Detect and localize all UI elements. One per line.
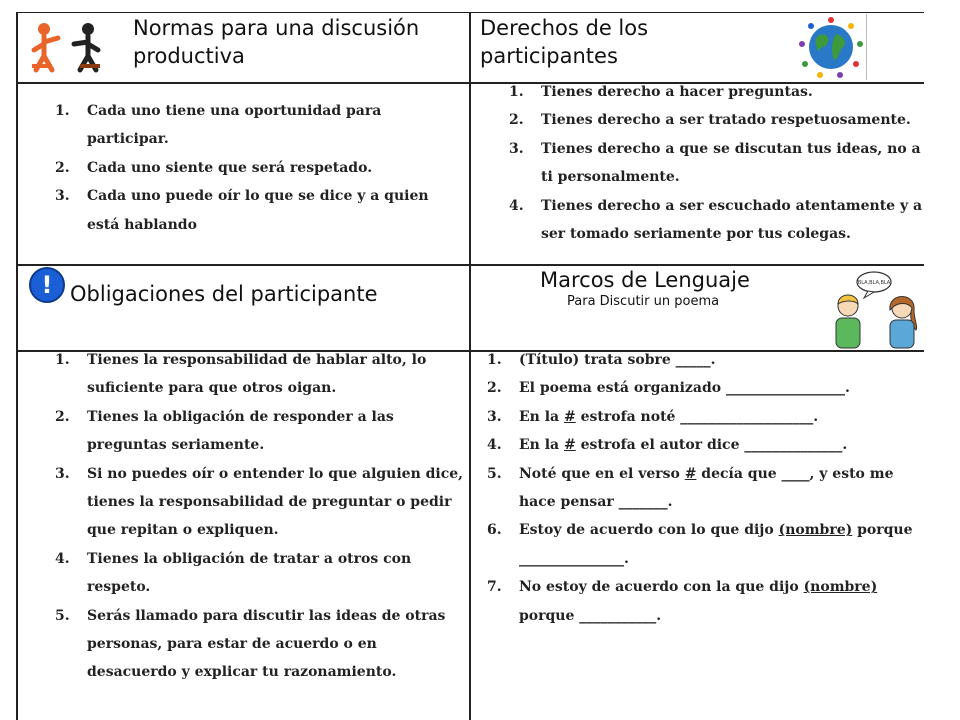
- rights-list: [509, 78, 924, 248]
- norms-title: Normas para una discusión productiva: [133, 16, 420, 68]
- alert-icon: [27, 265, 67, 305]
- globe-frame-line: [866, 14, 867, 80]
- grid-center-line: [469, 12, 471, 720]
- list-item: 3. Si no puedes oír o entender lo que alguien dice, tienes la responsabilidad de preguntar o pedir que repitan o expliquen.: [55, 465, 464, 539]
- list-item: 4. Tienes la obligación de tratar a otros con respeto.: [55, 550, 412, 596]
- norms-list: [55, 97, 465, 239]
- list-item: 3. En la # estrofa noté ___________________.: [487, 408, 819, 425]
- obligations-title: Obligaciones del participante: [70, 282, 378, 306]
- alert-icon-glyph: !: [41, 271, 53, 299]
- list-item: 7. No estoy de acuerdo con la que dijo (nombre) porque ___________.: [487, 579, 878, 624]
- globe-people-icon: [796, 14, 866, 80]
- people-discussing-icon: [28, 20, 108, 80]
- frames-subtitle: Para Discutir un poema: [567, 294, 720, 309]
- grid-left-line: [16, 12, 18, 720]
- list-item: 2. Tienes derecho a ser tratado respetuosamente.: [509, 112, 911, 129]
- list-item: 1. Tienes derecho a hacer preguntas.: [509, 84, 813, 100]
- list-item: 2. Tienes la obligación de responder a las preguntas seriamente.: [55, 408, 394, 454]
- frames-list: [487, 346, 924, 630]
- frames-title: Marcos de Lenguaje: [540, 268, 750, 292]
- list-item: 3. Cada uno puede oír lo que se dice y a quien está hablando: [55, 188, 429, 233]
- list-item: 4. Tienes derecho a ser escuchado atentamente y a ser tomado seriamente por tus colegas.: [509, 197, 923, 243]
- list-item: 1. (Título) trata sobre _____.: [487, 352, 716, 368]
- list-item: 2. Cada uno siente que será respetado.: [55, 159, 373, 176]
- list-item: 1. Tienes la responsabilidad de hablar alto, lo suficiente para que otros oigan.: [55, 352, 427, 397]
- list-item: 1. Cada uno tiene una oportunidad para participar.: [55, 103, 382, 148]
- speech-bubble-text: BLA,BLA,BLA: [857, 280, 891, 286]
- list-item: 3. Tienes derecho a que se discutan tus ideas, no a ti personalmente.: [509, 140, 921, 186]
- list-item: 2. El poema está organizado _________________.: [487, 380, 850, 397]
- list-item: 6. Estoy de acuerdo con lo que dijo (nombre) porque _______________.: [487, 522, 913, 567]
- two-people-talking-icon: [828, 270, 924, 350]
- rights-title: Derechos de los participantes: [480, 16, 649, 68]
- list-item: 5. Serás llamado para discutir las ideas de otras personas, para estar de acuerdo o en desacuerdo y explicar tu razonamiento.: [55, 607, 446, 681]
- obligations-list: [55, 346, 465, 687]
- list-item: 4. En la # estrofa el autor dice ______________.: [487, 437, 848, 454]
- list-item: 5. Noté que en el verso # decía que ____, y esto me hace pensar _______.: [487, 465, 894, 511]
